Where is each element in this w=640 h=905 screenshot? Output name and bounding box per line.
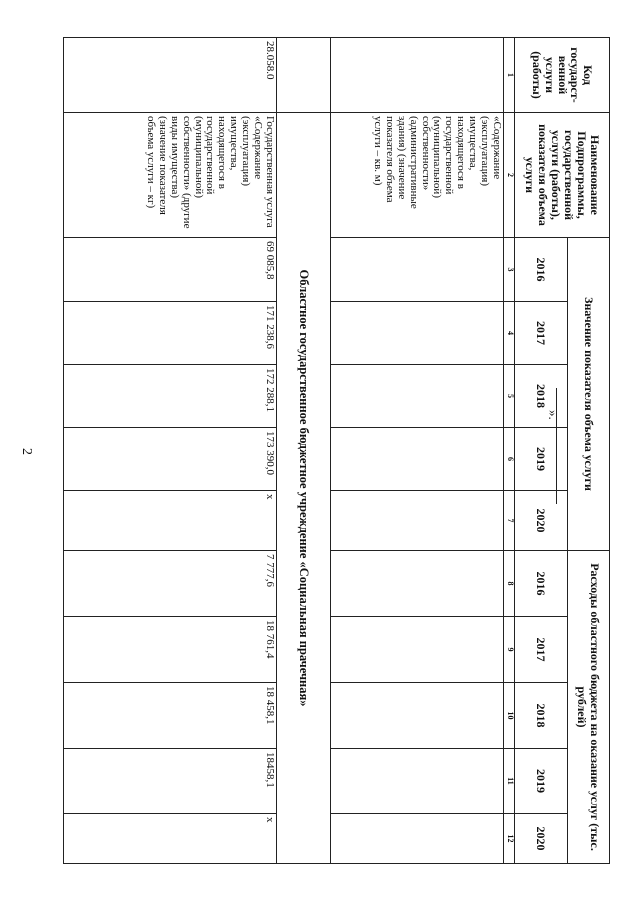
row-value <box>330 683 503 749</box>
column-number: 4 <box>503 302 514 365</box>
row-value <box>330 814 503 864</box>
column-number: 5 <box>503 365 514 428</box>
column-number: 7 <box>503 491 514 551</box>
row-value <box>330 749 503 814</box>
header-year: 2017 <box>515 302 568 365</box>
column-number: 11 <box>503 749 514 814</box>
section-title: Областное государственное бюджетное учреждение «Социальная прачечная» <box>276 113 330 864</box>
row-code: 28.058.0 <box>64 38 277 113</box>
header-year: 2020 <box>515 814 568 864</box>
expenses-table-rotated <box>63 37 610 863</box>
header-year: 2018 <box>515 683 568 749</box>
row-value: 18 761,4 <box>64 617 277 683</box>
column-number: 3 <box>503 238 514 302</box>
header-year: 2019 <box>515 749 568 814</box>
header-year: 2017 <box>515 617 568 683</box>
row-name: «Содержание (эксплуатация) имущества, находящегося в государственной (муниципальной) собственности» (административные здания) (значение показателя объема услуги – кв. м) <box>330 113 503 238</box>
row-value: 69 085,8 <box>64 238 277 302</box>
row-value: 173 390,0 <box>64 428 277 491</box>
row-value <box>330 428 503 491</box>
header-year: 2016 <box>515 238 568 302</box>
row-value <box>330 302 503 365</box>
column-number: 10 <box>503 683 514 749</box>
column-number: 1 <box>503 38 514 113</box>
row-value: 172 288,1 <box>64 365 277 428</box>
column-number: 2 <box>503 113 514 238</box>
row-value <box>330 617 503 683</box>
header-code: Код государст-венной услуги (работы) <box>515 38 610 113</box>
header-expenses-group: Расходы областного бюджета на оказание услуг (тыс. рублей) <box>567 551 609 864</box>
row-value: 18 458,1 <box>64 683 277 749</box>
row-code <box>330 38 503 113</box>
column-number: 8 <box>503 551 514 617</box>
row-value <box>330 551 503 617</box>
table-row <box>64 38 277 864</box>
row-value: x <box>64 814 277 864</box>
column-number: 12 <box>503 814 514 864</box>
header-year: 2019 <box>515 428 568 491</box>
row-value <box>330 491 503 551</box>
row-name: Государственная услуга «Содержание (эксплуатация) имущества, находящегося в государственной (муниципальной) собственности» (другие виды имущества) (значение показателя объема услуги – кг) <box>64 113 277 238</box>
column-number: 9 <box>503 617 514 683</box>
row-value <box>330 365 503 428</box>
header-volume-group: Значение показателя объема услуги <box>567 238 609 551</box>
header-name: Наименование Подпрограммы, государственной услуги (работы), показателя объема услуги <box>515 113 610 238</box>
expenses-table <box>63 37 610 864</box>
row-value: x <box>64 491 277 551</box>
closing-quote: ». <box>546 410 561 420</box>
row-value: 7 777,6 <box>64 551 277 617</box>
header-year: 2020 <box>515 491 568 551</box>
table-row <box>330 38 503 864</box>
row-value: 171 238,6 <box>64 302 277 365</box>
column-number: 6 <box>503 428 514 491</box>
header-year: 2016 <box>515 551 568 617</box>
page-number: 2 <box>19 448 34 455</box>
row-value <box>330 238 503 302</box>
header-year: 2018 <box>515 365 568 428</box>
underline-rule <box>556 388 557 504</box>
row-value: 18458,1 <box>64 749 277 814</box>
